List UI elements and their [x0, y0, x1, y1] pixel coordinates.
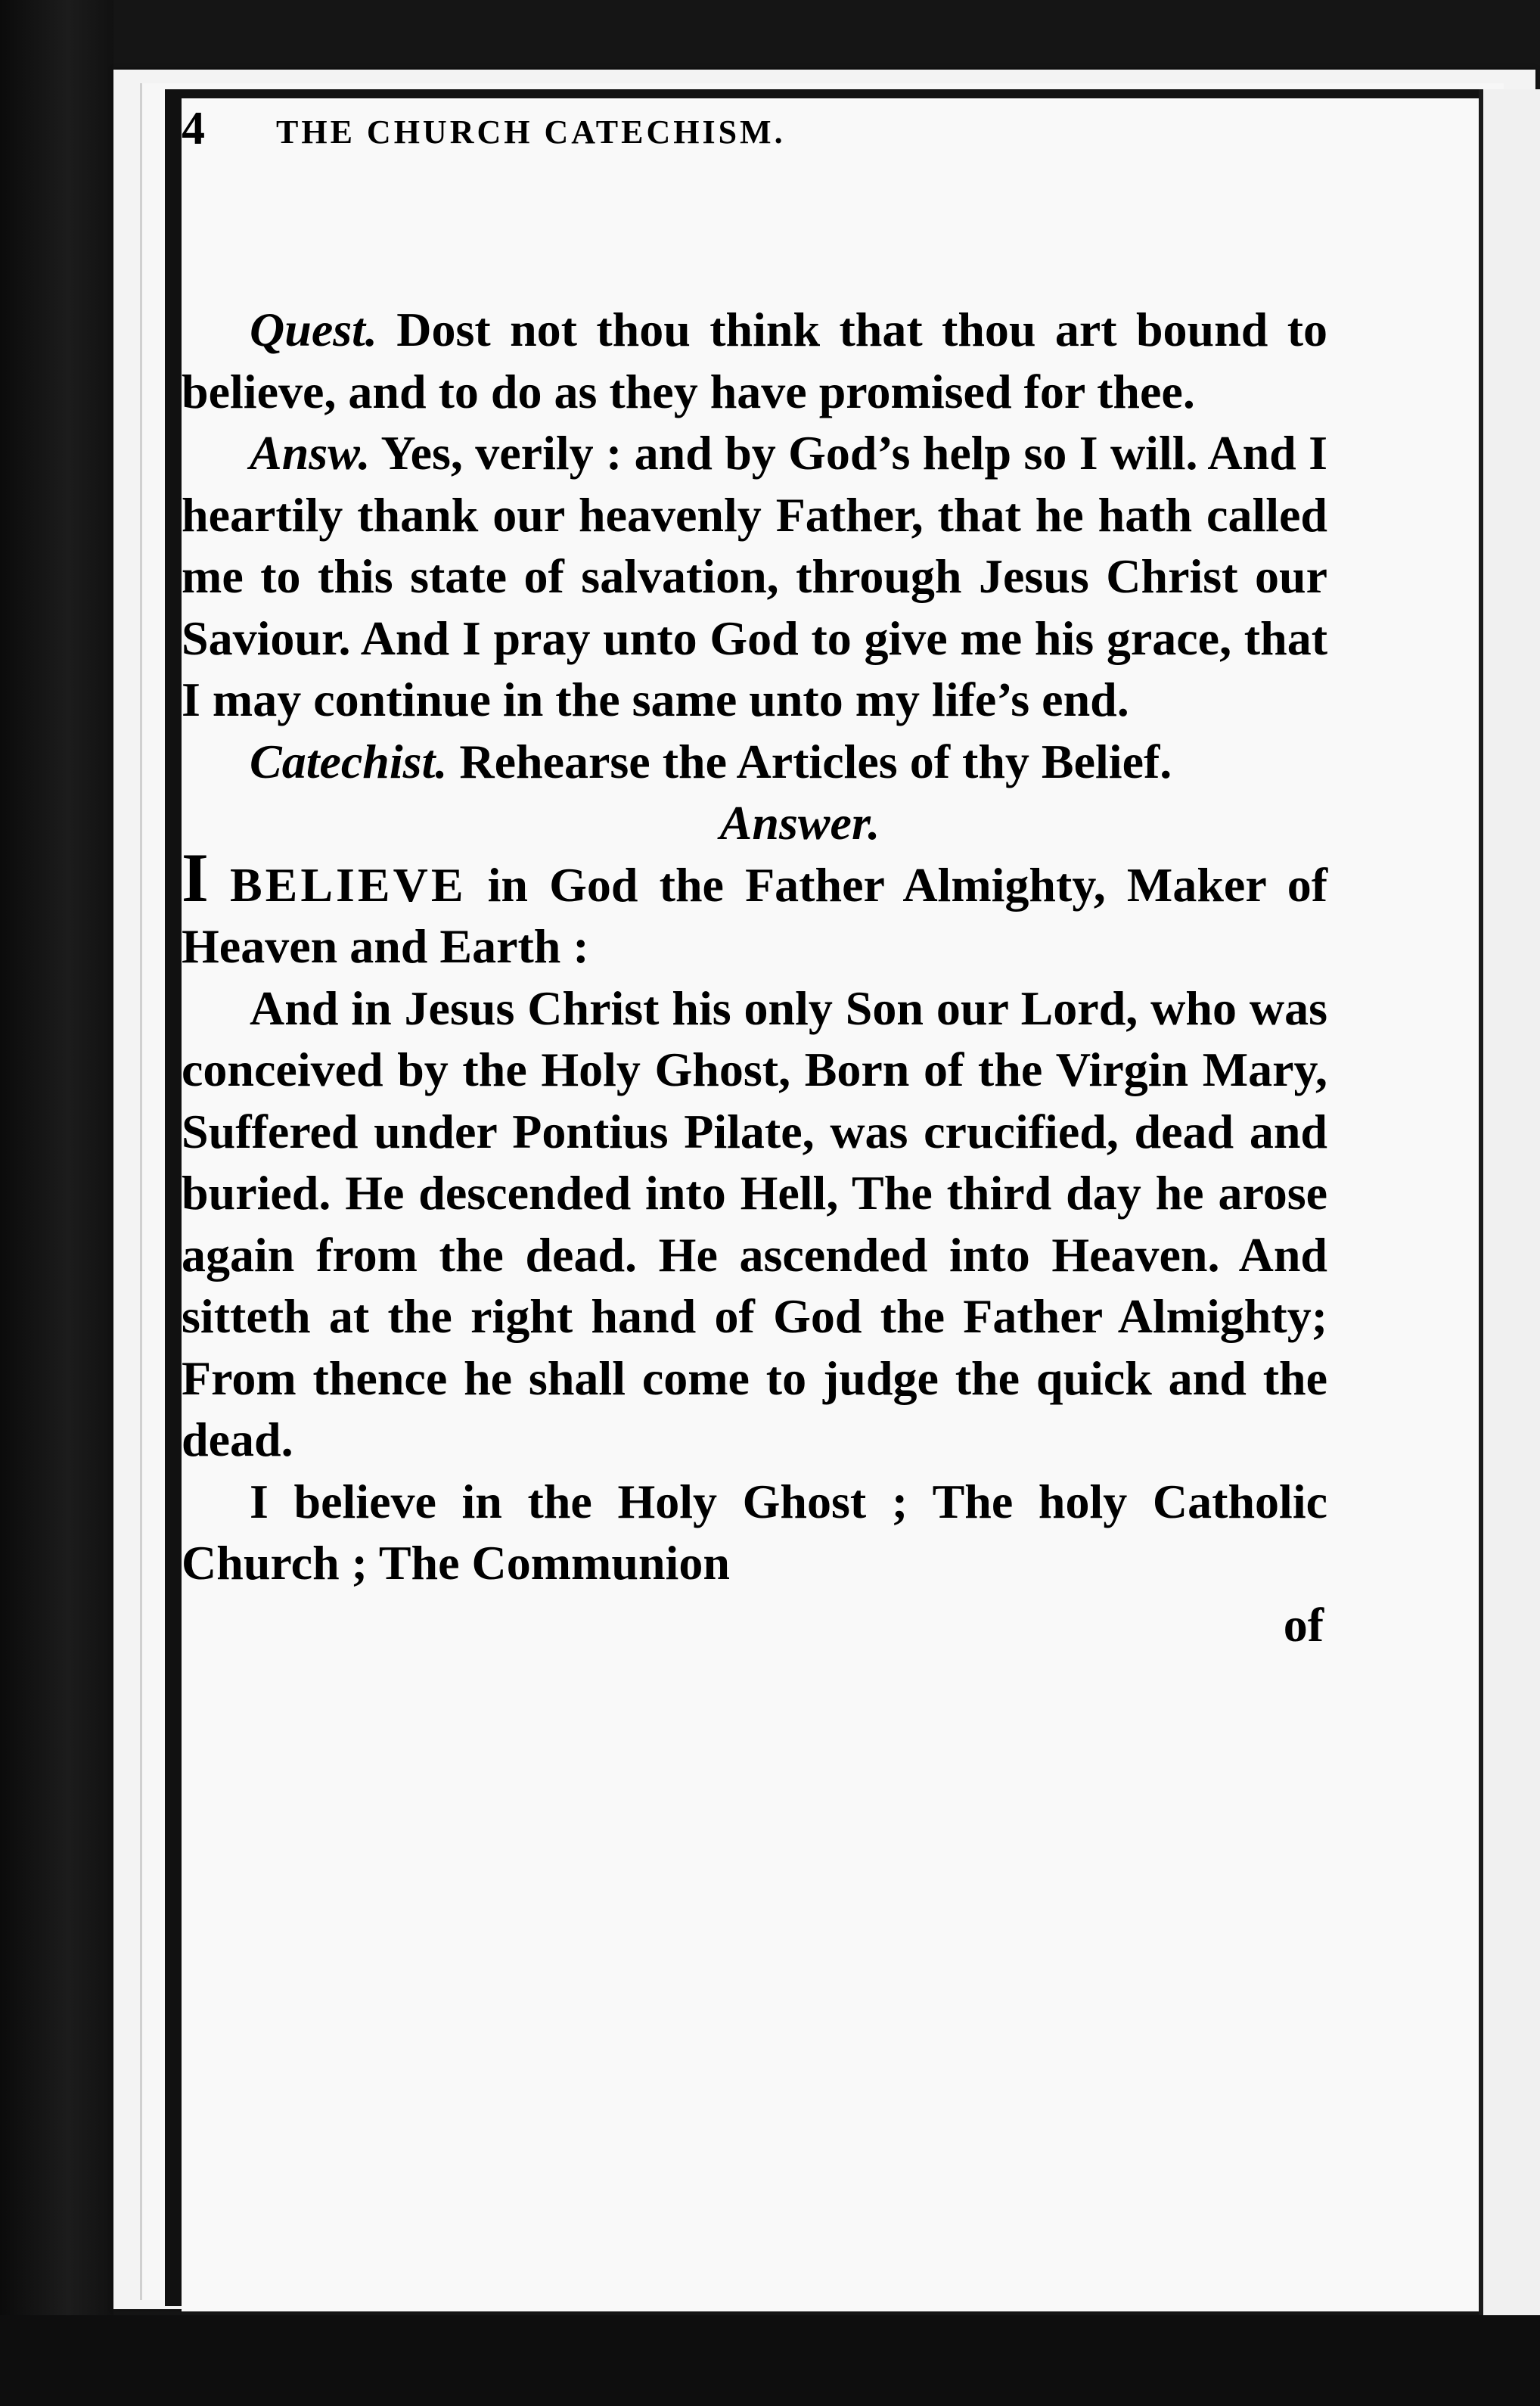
catchword: of	[1283, 1597, 1324, 1652]
page-number: 4	[182, 103, 206, 154]
scan-background-left	[0, 0, 113, 2406]
catechist-text: Rehearse the Articles of thy Belief.	[459, 734, 1172, 788]
creed-paragraph-2: And in Jesus Christ his only Son our Lord, who was conceived by the Holy Ghost, Born of the Virgin Mary, Suffered under Pontius Pilate, was crucified, dead and buried. He descended into Hell, The third day he arose again from the dead. He ascended into Heaven. And sitteth at the right hand of God the Father Almighty; From thence he shall come to judge the quick and the dead.	[182, 981, 1327, 1466]
scan-background-bottom	[0, 2315, 1540, 2406]
question-label: Quest.	[250, 303, 377, 356]
answer-label: Answ.	[250, 426, 371, 480]
answer-text: Yes, verily : and by God’s help so I will. And I heartily thank our heavenly Father, that he hath called me to this state of salvation, through Jesus Christ our Saviour. And I pray unto God to give me his grace, that I may continue in the same unto my life’s end.	[182, 426, 1328, 726]
catechist-paragraph	[182, 731, 1327, 793]
creed-paragraph-1	[182, 838, 1327, 978]
facing-page-edge	[1479, 89, 1540, 2321]
page-body	[182, 299, 1327, 1655]
drop-cap-initial: I	[182, 838, 209, 916]
question-text: Dost not thou think that thou art bound to believe, and to do as they have promised for thee.	[182, 303, 1328, 418]
answer-heading: Answer.	[719, 796, 880, 850]
catechist-label: Catechist.	[250, 734, 448, 788]
creed-paragraph-3: I believe in the Holy Ghost ; The holy Catholic Church ; The Communion	[182, 1474, 1327, 1590]
running-title: THE CHURCH CATECHISM.	[276, 113, 786, 151]
question-paragraph	[182, 299, 1327, 422]
page-header	[182, 102, 1324, 178]
creed-paragraph-1-text: in God the Father Almighty, Maker of Heaven and Earth :	[182, 857, 1327, 973]
answer-paragraph	[182, 422, 1327, 731]
creed-opening-word: BELIEVE	[229, 857, 467, 912]
